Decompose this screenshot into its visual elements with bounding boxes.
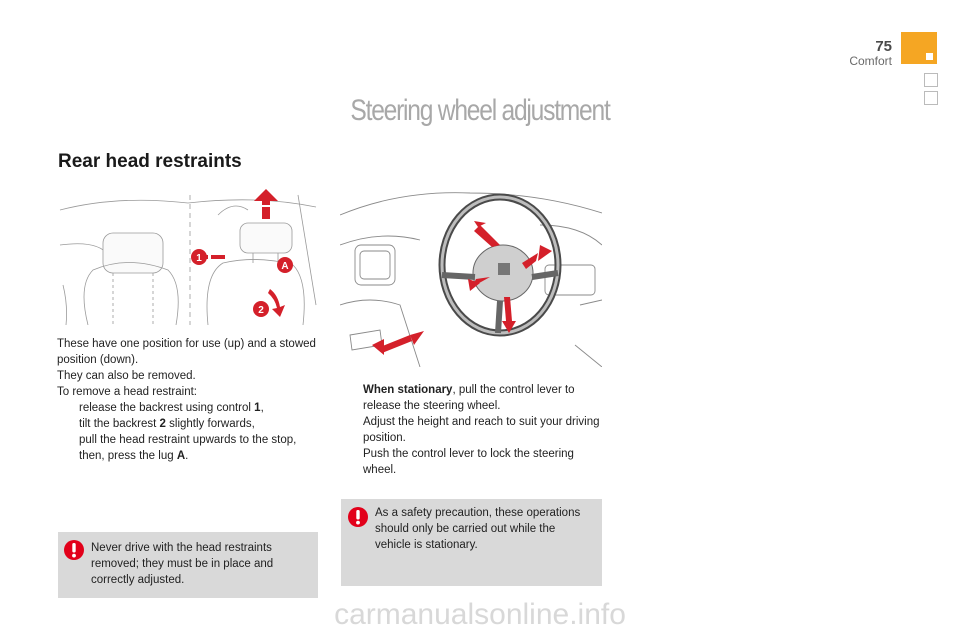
section-tab[interactable] xyxy=(924,73,938,87)
section-heading: Rear head restraints xyxy=(58,151,242,172)
warning-box-steering xyxy=(341,499,602,586)
callout-2: 2 xyxy=(258,305,264,316)
list-item: When stationary, pull the control lever to release the steering wheel. xyxy=(363,384,575,412)
head-restraint-figure xyxy=(58,185,318,325)
list-item: release the backrest using control 1, xyxy=(79,402,264,414)
section-tab[interactable] xyxy=(924,91,938,105)
callout-1: 1 xyxy=(196,253,202,264)
list-item: Push the control lever to lock the steering wheel. xyxy=(363,448,574,476)
right-body-text xyxy=(341,382,603,478)
warning-icon xyxy=(63,539,85,561)
section-name: Comfort xyxy=(849,54,892,68)
tab-marker-icon xyxy=(926,53,933,60)
page-title: Steering wheel adjustment xyxy=(350,94,610,127)
intro-line: They can also be removed. xyxy=(57,370,196,382)
intro-line: These have one position for use (up) and a stowed position (down). xyxy=(57,338,316,366)
list-item: tilt the backrest 2 slightly forwards, xyxy=(79,418,255,430)
steering-wheel-illustration xyxy=(340,185,602,367)
intro-line: To remove a head restraint: xyxy=(57,386,197,398)
list-item: Adjust the height and reach to suit your driving position. xyxy=(363,416,600,444)
steering-wheel-figure xyxy=(340,185,602,367)
warning-box-head-restraints xyxy=(58,532,318,598)
warning-icon xyxy=(347,506,369,528)
list-item: pull the head restraint upwards to the stop, xyxy=(79,434,297,446)
watermark: carmanualsonline.info xyxy=(334,598,626,631)
list-item: then, press the lug A. xyxy=(79,450,189,462)
callout-A: A xyxy=(281,261,289,272)
warning-text: Never drive with the head restraints removed; they must be in place and correctly adjusted. xyxy=(91,542,274,586)
head-restraint-illustration xyxy=(58,185,318,325)
page-number: 75 xyxy=(875,38,892,55)
section-tab-active[interactable] xyxy=(901,32,937,64)
left-body-text xyxy=(57,336,319,464)
warning-text: As a safety precaution, these operations should only be carried out while the vehicle is stationary. xyxy=(375,507,581,551)
